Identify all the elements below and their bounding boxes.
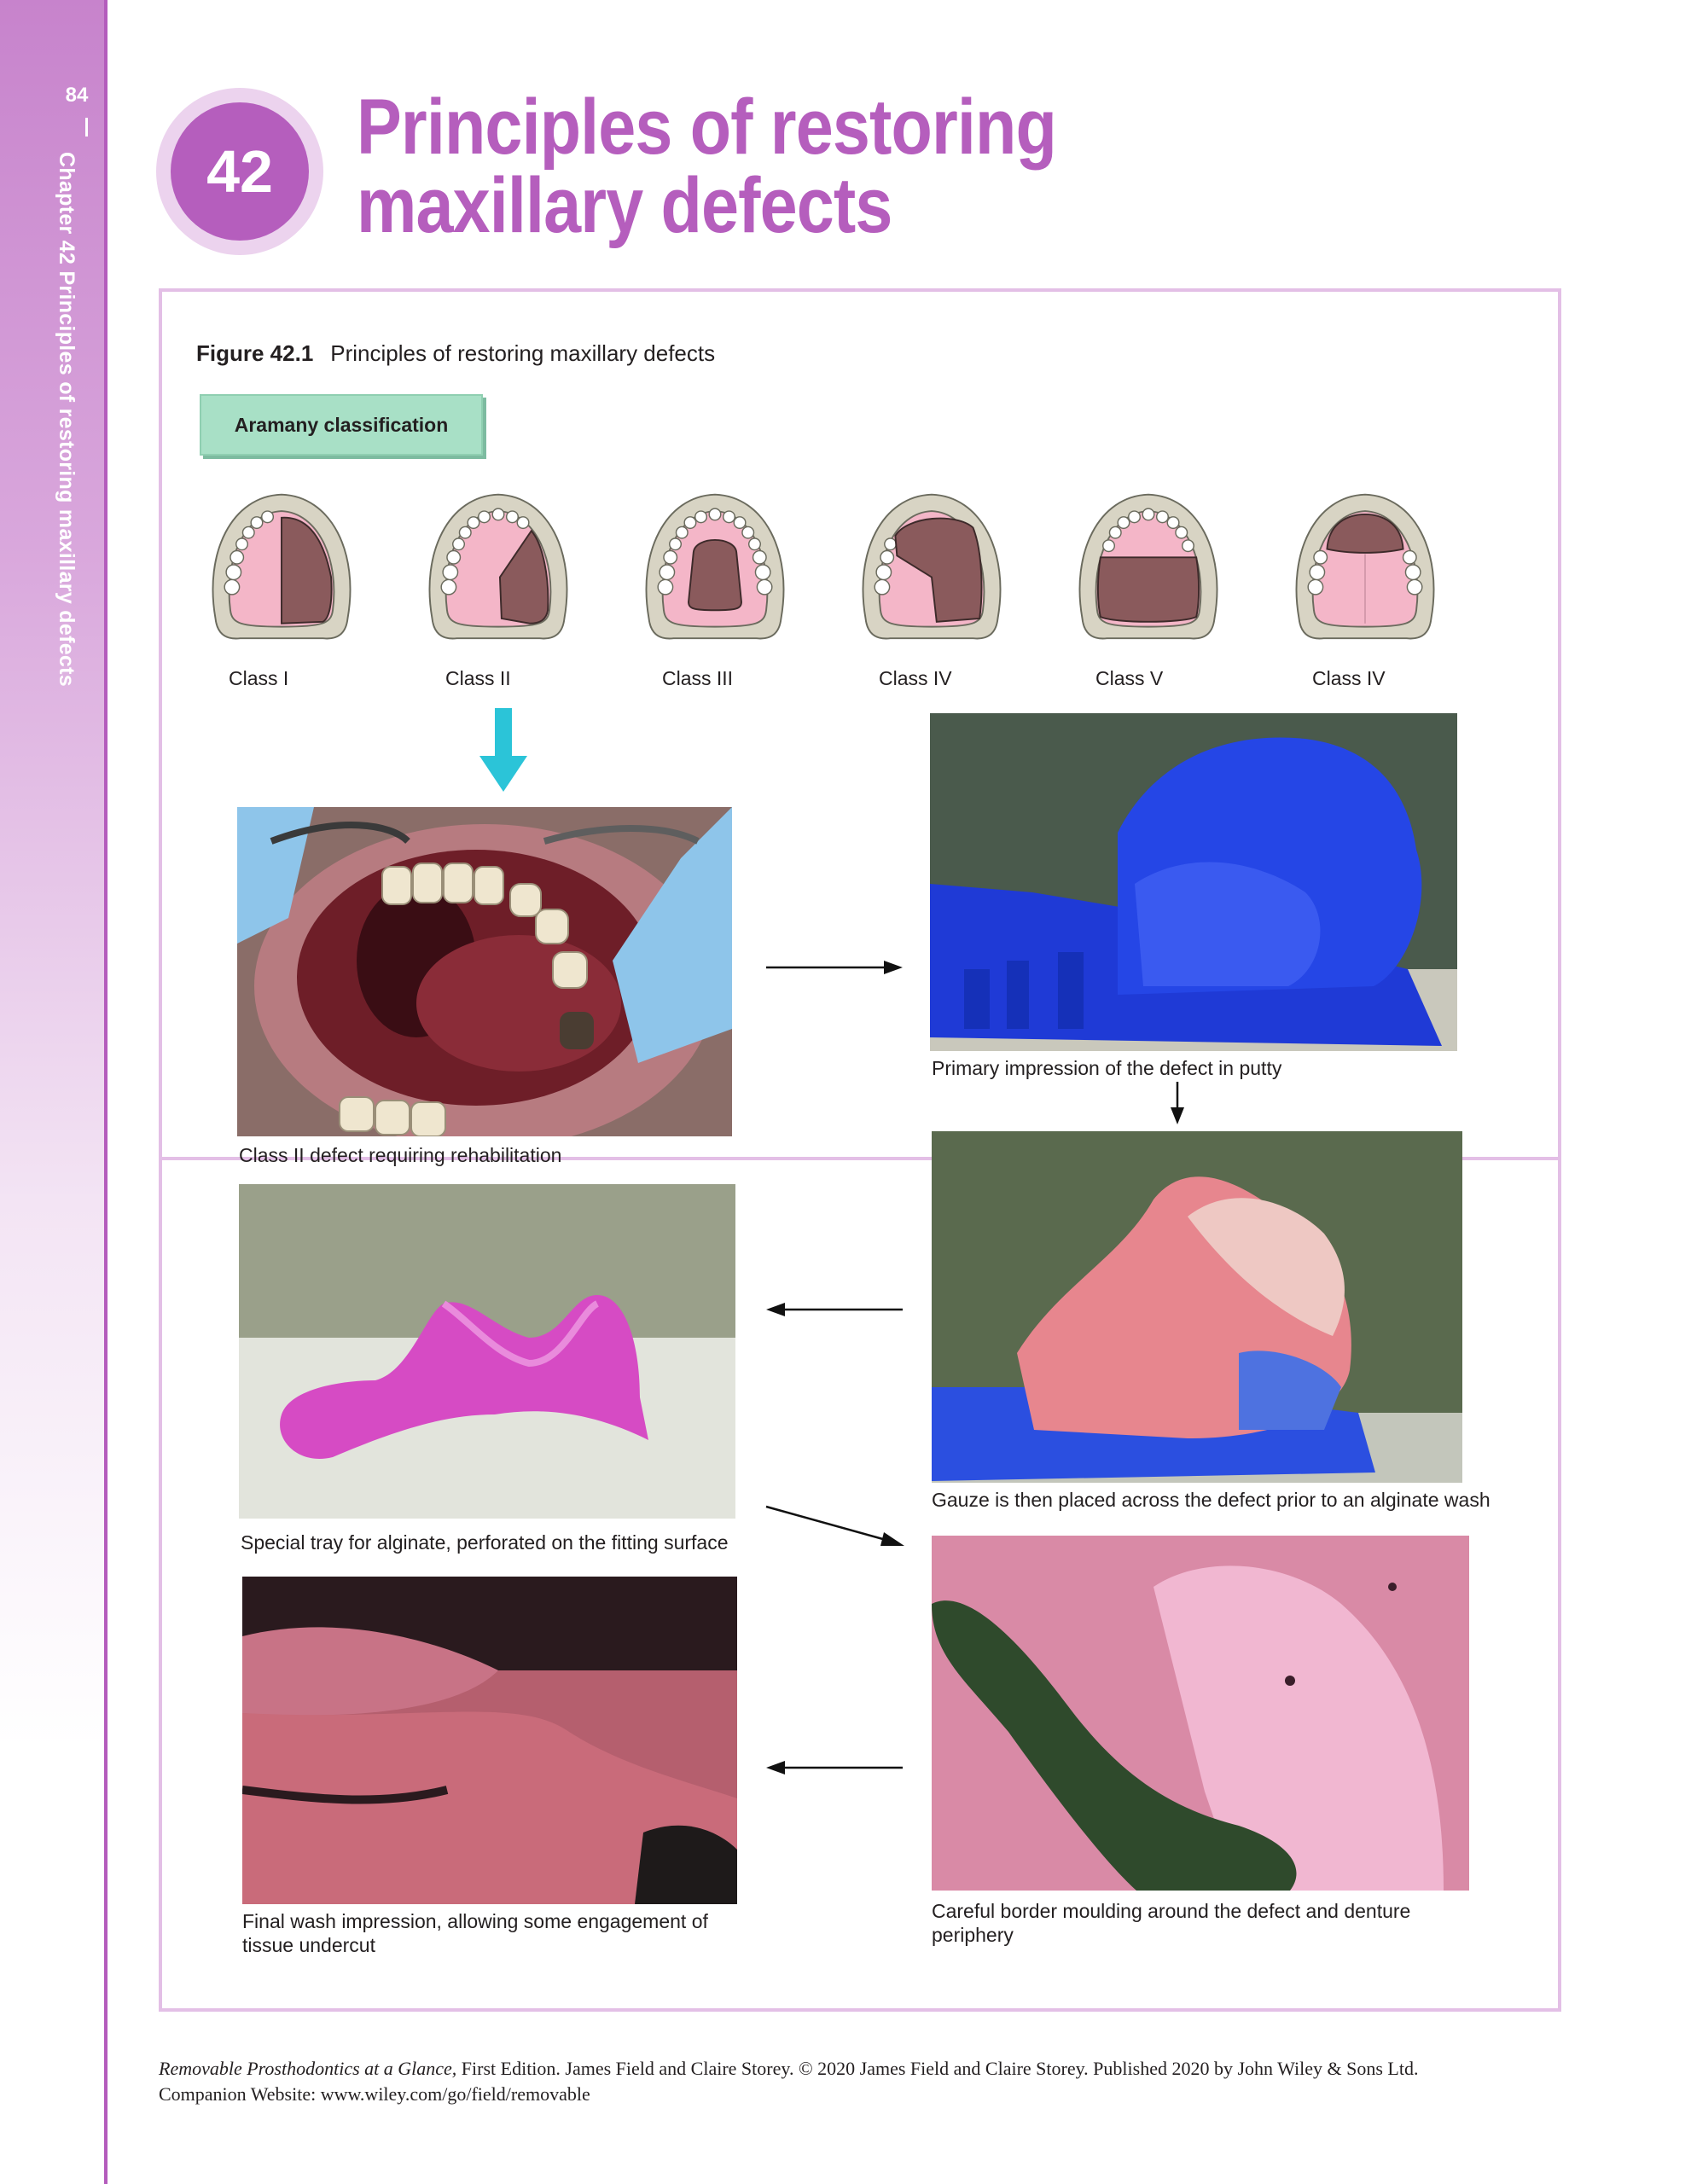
arrow-diagonal-icon [764, 1502, 906, 1553]
sidebar-rule [104, 0, 108, 2184]
photo-special-tray [239, 1184, 735, 1519]
photo-putty-impression [930, 713, 1457, 1051]
page-number: 84 [65, 84, 89, 107]
palate-diagram-class-vi [1281, 486, 1449, 643]
photo-class-ii-defect [237, 807, 732, 1136]
arrow-left-icon [764, 1299, 904, 1320]
class-label-1: Class I [229, 667, 289, 689]
palate-diagram-class-ii [415, 486, 582, 643]
caption-final-wash: Final wash impression, allowing some engagement of tissue undercut [242, 1910, 708, 1956]
figure-caption [196, 340, 715, 367]
chapter-title: Principles of restoring maxillary defects [357, 84, 1056, 249]
footer-book-title: Removable Prosthodontics at a Glance, [159, 2058, 457, 2079]
page-number-divider [85, 118, 88, 136]
palate-diagram-class-iii [631, 486, 799, 643]
photo-gauze-alginate [932, 1131, 1462, 1483]
caption-special-tray: Special tray for alginate, perforated on the fitting surface [241, 1531, 729, 1554]
footer-website: Companion Website: www.wiley.com/go/field/removable [159, 2083, 590, 2105]
caption-gauze-alginate: Gauze is then placed across the defect prior to an alginate wash [932, 1489, 1491, 1511]
palate-diagram-class-iv [848, 486, 1015, 643]
photo-final-wash [242, 1577, 737, 1904]
caption-class-ii-defect: Class II defect requiring rehabilitation [239, 1144, 562, 1166]
class-label-3: Class III [662, 667, 734, 689]
running-head: Chapter 42 Principles of restoring maxillary defects [55, 152, 78, 687]
chapter-number-badge: 42 [171, 102, 309, 241]
arrow-right-icon [764, 957, 904, 978]
caption-putty-impression: Primary impression of the defect in putty [932, 1057, 1282, 1079]
class-label-2: Class II [445, 667, 511, 689]
photo-border-moulding [932, 1536, 1469, 1891]
arrow-left-icon-2 [764, 1757, 904, 1778]
figure-label: Figure 42.1 [196, 340, 314, 366]
palate-diagram-class-v [1065, 486, 1232, 643]
figure-caption-text: Principles of restoring maxillary defects [330, 340, 716, 366]
classification-heading-box [200, 394, 483, 456]
footer-citation [159, 2056, 1418, 2107]
class-label-4: Class IV [879, 667, 952, 689]
class-label-5: Class V [1095, 667, 1164, 689]
class-label-6: Class IV [1312, 667, 1386, 689]
arrow-down-icon [1167, 1080, 1188, 1126]
caption-border-moulding: Careful border moulding around the defect and denture periphery [932, 1900, 1411, 1946]
down-arrow-icon [478, 708, 529, 793]
palate-diagram-class-i [198, 486, 365, 643]
footer-edition: First Edition. James Field and Claire Storey. © 2020 James Field and Claire Storey. Published 2020 by John Wiley & Sons Ltd. [456, 2058, 1419, 2079]
classification-heading: Aramany classification [234, 413, 449, 436]
